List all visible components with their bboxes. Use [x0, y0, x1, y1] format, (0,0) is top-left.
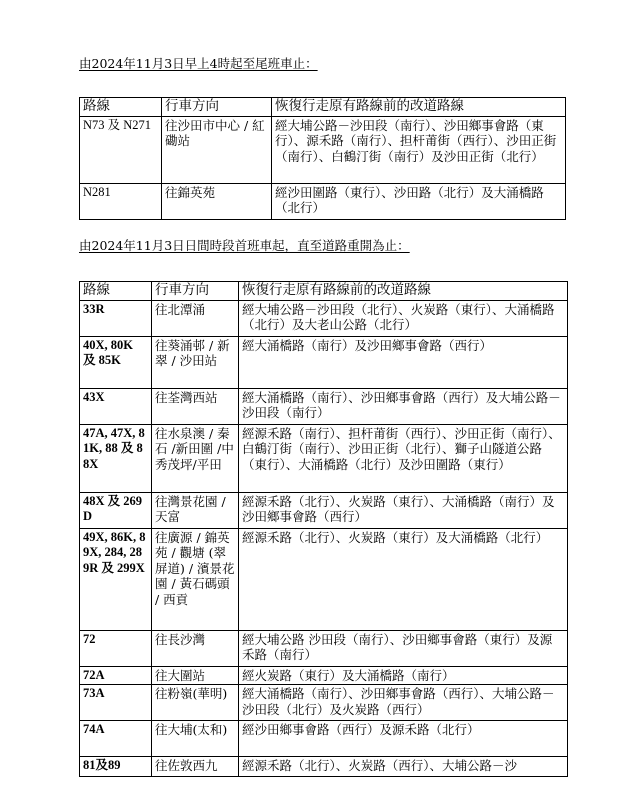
- header-direction: 行車方向: [162, 98, 272, 117]
- route-cell: 73A: [80, 685, 152, 721]
- route-cell: 72A: [80, 666, 152, 685]
- route-cell: 72: [80, 630, 152, 666]
- table-row: [80, 528, 568, 630]
- header-route: 路線: [80, 282, 152, 301]
- direction-cell: 往水泉澳 / 秦石 /新田圍 /中秀茂坪/平田: [152, 424, 239, 492]
- table-header-row: [80, 282, 568, 301]
- direction-cell: 往粉嶺(華明): [152, 685, 239, 721]
- direction-cell: 往沙田市中心 / 紅磡站: [162, 116, 272, 183]
- diversion-table-overnight: [79, 97, 566, 220]
- route-cell: 49X, 86K, 89X, 284, 289R 及 299X: [80, 528, 152, 630]
- diversion-cell: 經沙田圍路（東行）、沙田路（北行）及大涌橋路（北行）: [272, 183, 566, 219]
- direction-cell: 往佐敦西九: [152, 757, 239, 777]
- direction-cell: 往廣源 / 錦英苑 / 觀塘 (翠屏道) / 濱景花園 / 黃石碼頭 / 西貢: [152, 528, 239, 630]
- section-2-heading: 由2024年11月3日日間時段首班車起，直至道路重開為止：: [79, 238, 410, 253]
- table-row: [80, 721, 568, 757]
- section-1-heading: 由2024年11月3日早上4時起至尾班車止：: [79, 56, 318, 71]
- table-row: [80, 424, 568, 492]
- diversion-cell: 經火炭路（東行）及大涌橋路（南行）: [239, 666, 568, 685]
- direction-cell: 往長沙灣: [152, 630, 239, 666]
- header-route: 路線: [80, 98, 162, 117]
- diversion-cell: 經源禾路（北行）、火炭路（西行）、大埔公路－沙: [239, 757, 568, 777]
- header-direction: 行車方向: [152, 282, 239, 301]
- diversion-cell: 經大涌橋路（南行）、沙田鄉事會路（西行）及大埔公路－沙田段（南行）: [239, 388, 568, 424]
- direction-cell: 往荃灣西站: [152, 388, 239, 424]
- route-cell: N281: [80, 183, 162, 219]
- direction-cell: 往北潭涌: [152, 300, 239, 336]
- table-row: [80, 666, 568, 685]
- diversion-cell: 經源禾路（北行）、火炭路（東行）及大涌橋路（北行）: [239, 528, 568, 630]
- diversion-cell: 經源禾路（北行）、火炭路（東行）、大涌橋路（南行）及沙田鄉事會路（西行）: [239, 492, 568, 528]
- diversion-cell: 經大埔公路－沙田段（南行）、沙田鄉事會路（東行）、源禾路（南行）、担杆莆街（西行）、沙田正街（南行）、白鶴汀街（南行）及沙田正街（北行）: [272, 116, 566, 183]
- direction-cell: 往大圍站: [152, 666, 239, 685]
- route-cell: 33R: [80, 300, 152, 336]
- header-diversion: 恢復行走原有路線前的改道路線: [239, 282, 568, 301]
- table-row: [80, 757, 568, 777]
- direction-cell: 往葵涌邨 / 新翠 / 沙田站: [152, 336, 239, 388]
- table-row: [80, 388, 568, 424]
- direction-cell: 往大埔(太和): [152, 721, 239, 757]
- table-row: [80, 630, 568, 666]
- table-row: [80, 116, 566, 183]
- table-row: [80, 492, 568, 528]
- table-row: [80, 685, 568, 721]
- route-cell: 48X 及 269D: [80, 492, 152, 528]
- diversion-cell: 經大涌橋路（南行）及沙田鄉事會路（西行）: [239, 336, 568, 388]
- route-cell: 47A, 47X, 81K, 88 及 88X: [80, 424, 152, 492]
- diversion-table-daytime: [79, 281, 568, 777]
- diversion-cell: 經源禾路（南行）、担杆莆街（西行）、沙田正街（南行）、白鶴汀街（南行）、沙田正街（北行）、獅子山隧道公路（東行）、大涌橋路（北行）及沙田圍路（東行）: [239, 424, 568, 492]
- route-cell: N73 及 N271: [80, 116, 162, 183]
- table-row: [80, 183, 566, 219]
- header-diversion: 恢復行走原有路線前的改道路線: [272, 98, 566, 117]
- direction-cell: 往灣景花園 / 天富: [152, 492, 239, 528]
- route-cell: 74A: [80, 721, 152, 757]
- route-cell: 40X, 80K 及 85K: [80, 336, 152, 388]
- diversion-cell: 經大涌橋路（南行）、沙田鄉事會路（西行）、大埔公路－沙田段（北行）及火炭路（西行）: [239, 685, 568, 721]
- route-cell: 43X: [80, 388, 152, 424]
- diversion-cell: 經大埔公路 沙田段（南行）、沙田鄉事會路（東行）及源禾路（南行）: [239, 630, 568, 666]
- diversion-cell: 經大埔公路－沙田段（北行）、火炭路（東行）、大涌橋路（北行）及大老山公路（北行）: [239, 300, 568, 336]
- diversion-cell: 經沙田鄉事會路（西行）及源禾路（北行）: [239, 721, 568, 757]
- route-cell: 81及89: [80, 757, 152, 777]
- table-row: [80, 300, 568, 336]
- direction-cell: 往錦英苑: [162, 183, 272, 219]
- table-header-row: [80, 98, 566, 117]
- table-row: [80, 336, 568, 388]
